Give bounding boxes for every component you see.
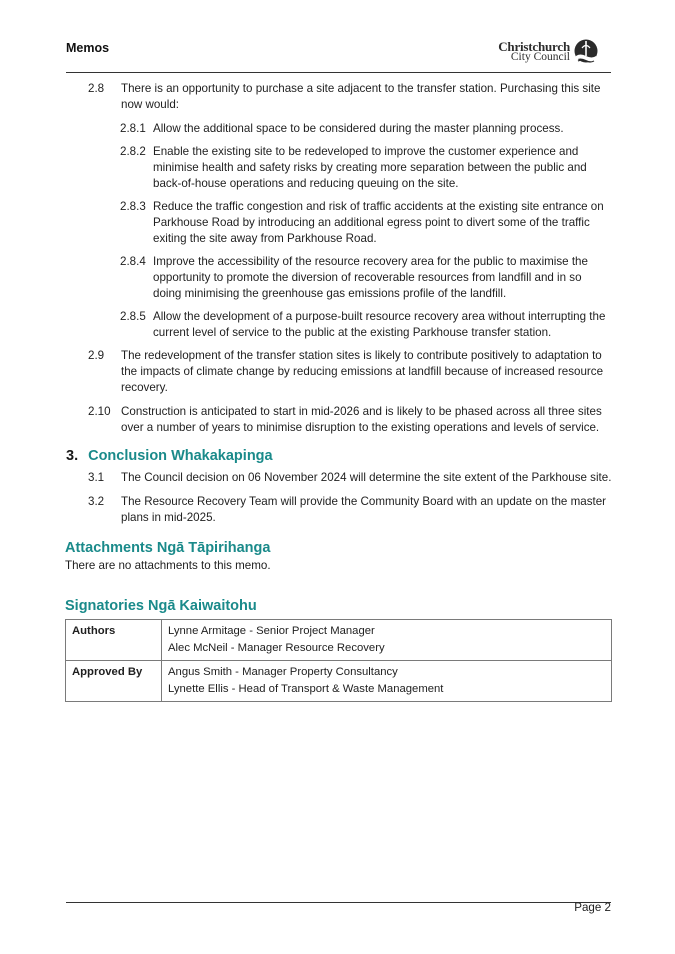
paragraph-text: The Council decision on 06 November 2024 will determine the site extent of the Parkhouse site. bbox=[121, 471, 612, 484]
paragraph-text: Allow the additional space to be considered during the master planning process. bbox=[153, 122, 564, 135]
signatory-role: Authors bbox=[66, 620, 162, 661]
conclusion-heading bbox=[66, 448, 675, 464]
table-row bbox=[66, 620, 612, 661]
paragraph-number: 2.8.5 bbox=[120, 310, 146, 323]
paragraph-3-1 bbox=[88, 470, 613, 486]
paragraph-number: 2.8.4 bbox=[120, 255, 146, 268]
signatory-name: Lynne Armitage - Senior Project Manager bbox=[168, 625, 375, 637]
logo-line1: Christchurch bbox=[498, 39, 570, 54]
paragraph-number: 2.9 bbox=[88, 349, 105, 362]
section-number: 3. bbox=[66, 448, 79, 464]
footer-divider bbox=[66, 902, 611, 903]
paragraph-text: The Resource Recovery Team will provide the Community Board with an update on the master plans in mid-2025. bbox=[121, 495, 607, 524]
attachments-heading: Attachments Ngā Tāpirihanga bbox=[65, 540, 271, 556]
signatories-table bbox=[65, 619, 612, 702]
paragraph-number: 2.8.3 bbox=[120, 200, 146, 213]
memo-body bbox=[0, 81, 675, 702]
council-logo bbox=[498, 39, 599, 65]
signatory-name: Lynette Ellis - Head of Transport & Waste Management bbox=[168, 683, 444, 695]
paragraph-number: 2.8 bbox=[88, 82, 105, 95]
logo-text bbox=[498, 41, 570, 63]
page-number: Page 2 bbox=[574, 901, 611, 914]
paragraph-3-2 bbox=[88, 494, 613, 526]
header-divider bbox=[66, 72, 611, 73]
paragraph-2-8-5 bbox=[120, 309, 613, 341]
paragraph-text: Reduce the traffic congestion and risk of traffic accidents at the existing site entrance on Parkhouse Road by introducing an additional egress point to divert some of the traffic exiting the site away from Parkhouse Road. bbox=[153, 200, 604, 245]
signatory-names bbox=[162, 620, 612, 661]
paragraph-text: Improve the accessibility of the resource recovery area for the public to maximise the opportunity to promote the diversion of recoverable resources from landfill and in so doing minimising the greenhouse gas emissions profile of the landfill. bbox=[153, 255, 588, 300]
signatory-name: Alec McNeil - Manager Resource Recovery bbox=[168, 642, 385, 654]
paragraph-number: 2.10 bbox=[88, 405, 111, 418]
paragraph-number: 2.8.2 bbox=[120, 145, 146, 158]
paragraph-2-10 bbox=[88, 404, 613, 436]
page-header-title: Memos bbox=[66, 41, 110, 55]
paragraph-text: Allow the development of a purpose-built resource recovery area without interrupting the current level of service to the public at the existing Parkhouse transfer station. bbox=[153, 310, 606, 339]
paragraph-number: 3.1 bbox=[88, 471, 105, 484]
paragraph-2-9 bbox=[88, 348, 613, 396]
paragraph-number: 2.8.1 bbox=[120, 122, 146, 135]
paragraph-2-8 bbox=[88, 81, 613, 113]
attachments-text: There are no attachments to this memo. bbox=[65, 559, 271, 572]
paragraph-2-8-4 bbox=[120, 254, 613, 302]
table-row bbox=[66, 661, 612, 702]
paragraph-text: Enable the existing site to be redeveloped to improve the customer experience and minimise health and safety risks by creating more separation between the public and back-of-house operations and reducing queuing on the site. bbox=[153, 145, 587, 190]
signatory-names bbox=[162, 661, 612, 702]
paragraph-2-8-2 bbox=[120, 144, 613, 192]
paragraph-text: There is an opportunity to purchase a site adjacent to the transfer station. Purchasing this site now would: bbox=[121, 82, 601, 111]
signatory-role: Approved By bbox=[66, 661, 162, 702]
paragraph-2-8-1 bbox=[120, 121, 613, 137]
logo-line2: City Council bbox=[510, 51, 570, 63]
paragraph-number: 3.2 bbox=[88, 495, 105, 508]
paragraph-2-8-3 bbox=[120, 199, 613, 247]
signatory-name: Angus Smith - Manager Property Consultancy bbox=[168, 666, 398, 678]
paragraph-text: Construction is anticipated to start in mid-2026 and is likely to be phased across all three sites over a number of years to minimise disruption to the existing operations and levels of service. bbox=[121, 405, 602, 434]
council-emblem-icon bbox=[573, 39, 599, 65]
paragraph-text: The redevelopment of the transfer station sites is likely to contribute positively to adaptation to the impacts of climate change by reducing emissions at landfill because of increased resource recovery. bbox=[121, 349, 604, 394]
section-title: Conclusion Whakakapinga bbox=[88, 448, 273, 464]
signatories-heading: Signatories Ngā Kaiwaitohu bbox=[65, 598, 257, 614]
